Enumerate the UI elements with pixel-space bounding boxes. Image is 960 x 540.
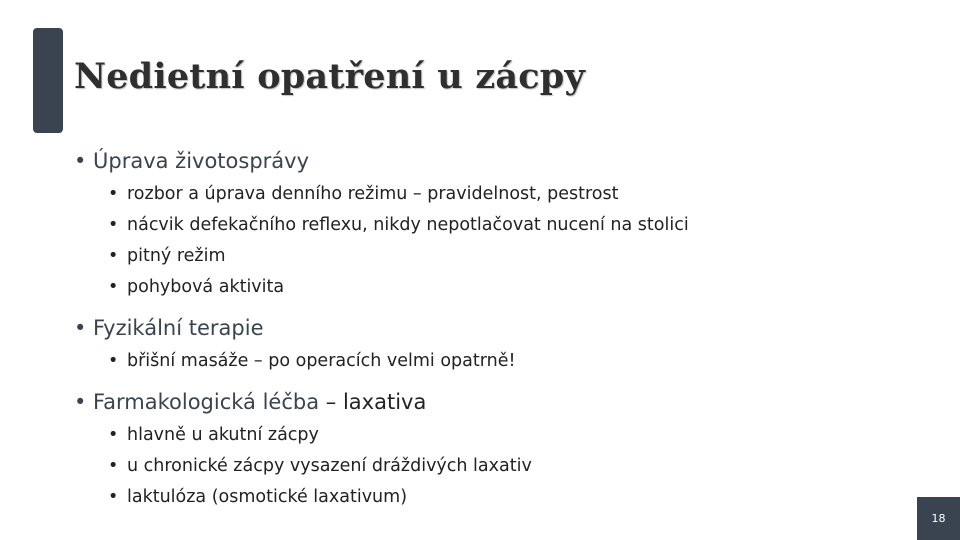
bullet-icon: • <box>108 215 119 235</box>
section-heading-suffix: – laxativa <box>319 390 427 414</box>
list-item-text: laktulóza (osmotické laxativum) <box>127 487 408 507</box>
title-accent-bar <box>33 28 63 133</box>
section-heading-text: Farmakologická léčba <box>93 390 320 414</box>
list-item-text: pohybová aktivita <box>127 277 285 297</box>
bullet-icon: • <box>108 277 119 297</box>
list-item-text: nácvik defekačního reflexu, nikdy nepotlačovat nucení na stolici <box>127 215 689 235</box>
list-item-text: u chronické zácpy vysazení dráždivých laxativ <box>127 456 532 476</box>
list-item <box>108 482 934 513</box>
section-heading <box>74 146 934 177</box>
section-heading-text: Fyzikální terapie <box>93 316 264 340</box>
list-item <box>108 210 934 241</box>
section-heading-text: Úprava životosprávy <box>93 149 310 173</box>
bullet-icon: • <box>108 184 119 204</box>
list-item <box>108 420 934 451</box>
list-item <box>108 451 934 482</box>
bullet-list <box>108 420 934 513</box>
list-item-text: rozbor a úprava denního režimu – pravidelnost, pestrost <box>127 184 619 204</box>
bullet-icon: • <box>108 425 119 445</box>
bullet-icon: • <box>108 351 119 371</box>
bullet-list <box>108 179 934 303</box>
list-item <box>108 179 934 210</box>
slide-number: 18 <box>917 497 960 540</box>
list-item <box>108 241 934 272</box>
bullet-icon: • <box>74 390 87 414</box>
bullet-list <box>108 346 934 377</box>
section-heading <box>74 313 934 344</box>
bullet-icon: • <box>108 456 119 476</box>
slide-content <box>74 146 934 523</box>
list-item-text: pitný režim <box>127 246 226 266</box>
list-item-text: hlavně u akutní zácpy <box>127 425 319 445</box>
slide-title: Nedietní opatření u zácpy <box>74 56 585 97</box>
bullet-icon: • <box>108 487 119 507</box>
list-item-text: břišní masáže – po operacích velmi opatrně! <box>127 351 516 371</box>
list-item <box>108 272 934 303</box>
list-item <box>108 346 934 377</box>
bullet-icon: • <box>74 316 87 340</box>
bullet-icon: • <box>74 149 87 173</box>
section-heading <box>74 387 934 418</box>
bullet-icon: • <box>108 246 119 266</box>
